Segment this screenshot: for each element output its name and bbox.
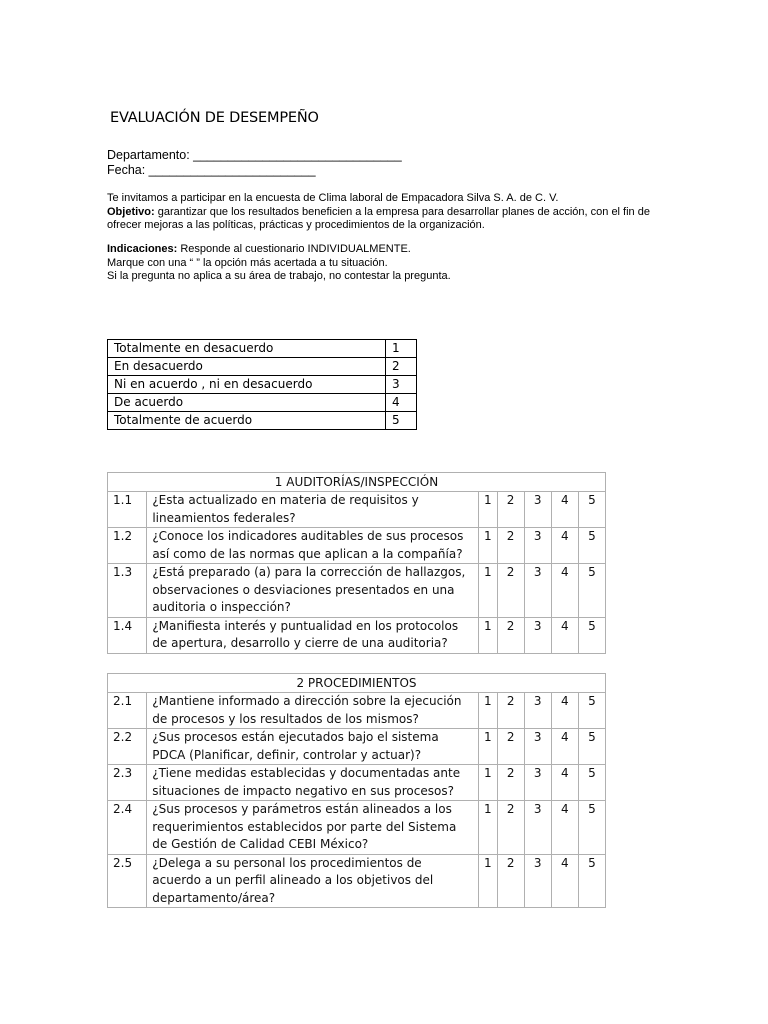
answer-option-2[interactable]: 2 [497,729,524,765]
page-title: EVALUACIÓN DE DESEMPEÑO [110,110,319,126]
answer-option-1[interactable]: 1 [479,801,498,855]
question-row [108,617,606,653]
scale-row [108,376,417,394]
answer-option-5[interactable]: 5 [578,492,605,528]
indicaciones-line [107,243,687,257]
answer-option-1[interactable]: 1 [479,564,498,618]
scale-row [108,340,417,358]
answer-option-4[interactable]: 4 [551,729,578,765]
indicaciones-label: Indicaciones: [107,243,178,255]
question-row [108,729,606,765]
answer-option-3[interactable]: 3 [524,854,551,908]
answer-option-4[interactable]: 4 [551,693,578,729]
question-text: ¿Sus procesos están ejecutados bajo el sistema PDCA (Planificar, definir, controlar y actuar)? [147,729,479,765]
answer-option-3[interactable]: 3 [524,801,551,855]
scale-row [108,358,417,376]
question-text: ¿Sus procesos y parámetros están alineados a los requerimientos establecidos por parte del Sistema de Gestión de Calidad CEBI México? [147,801,479,855]
answer-option-5[interactable]: 5 [578,617,605,653]
section-title: 2 PROCEDIMIENTOS [108,674,606,693]
answer-option-1[interactable]: 1 [479,854,498,908]
answer-option-3[interactable]: 3 [524,564,551,618]
answer-option-2[interactable]: 2 [497,693,524,729]
answer-option-1[interactable]: 1 [479,617,498,653]
question-row [108,693,606,729]
answer-option-2[interactable]: 2 [497,492,524,528]
question-number: 2.3 [108,765,147,801]
question-text: ¿Delega a su personal los procedimientos de acuerdo a un perfil alineado a los objetivos del departamento/área? [147,854,479,908]
question-row [108,801,606,855]
answer-option-5[interactable]: 5 [578,765,605,801]
instruction-line: Marque con una “ ” la opción más acertada a tu situación. [107,256,388,269]
section-table-auditorias [107,472,606,654]
answer-option-4[interactable]: 4 [551,564,578,618]
question-text: ¿Está preparado (a) para la corrección de hallazgos, observaciones o desviaciones presentados en una auditoria o inspección? [147,564,479,618]
question-row [108,765,606,801]
answer-option-3[interactable]: 3 [524,729,551,765]
scale-table [107,339,417,430]
question-number: 1.2 [108,528,147,564]
question-number: 2.2 [108,729,147,765]
answer-option-5[interactable]: 5 [578,801,605,855]
scale-value: 1 [386,340,417,358]
answer-option-3[interactable]: 3 [524,528,551,564]
indicaciones-text: Responde al cuestionario INDIVIDUALMENTE. [177,243,411,255]
scale-value: 4 [386,394,417,412]
scale-row [108,412,417,430]
instruction-line: Si la pregunta no aplica a su área de trabajo, no contestar la pregunta. [107,270,451,282]
answer-option-2[interactable]: 2 [497,854,524,908]
question-number: 1.4 [108,617,147,653]
answer-option-4[interactable]: 4 [551,854,578,908]
question-number: 2.1 [108,693,147,729]
scale-value: 2 [386,358,417,376]
scale-label: Totalmente de acuerdo [108,412,386,430]
scale-label: En desacuerdo [108,358,386,376]
question-number: 2.5 [108,854,147,908]
answer-option-2[interactable]: 2 [497,765,524,801]
answer-option-3[interactable]: 3 [524,693,551,729]
question-row [108,528,606,564]
section-header-row [108,674,606,693]
question-number: 1.3 [108,564,147,618]
answer-option-3[interactable]: 3 [524,492,551,528]
answer-option-2[interactable]: 2 [497,564,524,618]
scale-value: 3 [386,376,417,394]
answer-option-5[interactable]: 5 [578,854,605,908]
scale-value: 5 [386,412,417,430]
departamento-field[interactable]: Departamento: ______________________________ [107,148,402,162]
answer-option-1[interactable]: 1 [479,765,498,801]
question-text: ¿Conoce los indicadores auditables de sus procesos así como de las normas que aplican a la compañía? [147,528,479,564]
answer-option-1[interactable]: 1 [479,492,498,528]
answer-option-4[interactable]: 4 [551,528,578,564]
answer-option-5[interactable]: 5 [578,528,605,564]
answer-option-1[interactable]: 1 [479,693,498,729]
question-row [108,492,606,528]
question-text: ¿Mantiene informado a dirección sobre la ejecución de procesos y los resultados de los mismos? [147,693,479,729]
answer-option-5[interactable]: 5 [578,564,605,618]
scale-label: De acuerdo [108,394,386,412]
question-row [108,564,606,618]
scale-label: Totalmente en desacuerdo [108,340,386,358]
question-text: ¿Manifiesta interés y puntualidad en los protocolos de apertura, desarrollo y cierre de una auditoria? [147,617,479,653]
question-text: ¿Esta actualizado en materia de requisitos y lineamientos federales? [147,492,479,528]
answer-option-5[interactable]: 5 [578,693,605,729]
fecha-field[interactable]: Fecha: ________________________ [107,163,316,177]
answer-option-2[interactable]: 2 [497,528,524,564]
answer-option-4[interactable]: 4 [551,765,578,801]
objetivo-text: garantizar que los resultados beneficien a la empresa para desarrollar planes de acción, con el fin de ofrecer mejoras a las políticas, prácticas y procedimientos de la organización. [107,205,650,231]
answer-option-2[interactable]: 2 [497,801,524,855]
question-number: 2.4 [108,801,147,855]
answer-option-1[interactable]: 1 [479,528,498,564]
answer-option-2[interactable]: 2 [497,617,524,653]
answer-option-3[interactable]: 3 [524,617,551,653]
instructions-paragraph [107,243,687,284]
answer-option-5[interactable]: 5 [578,729,605,765]
intro-paragraph [107,192,687,233]
section-table-procedimientos [107,673,606,908]
answer-option-4[interactable]: 4 [551,492,578,528]
scale-row [108,394,417,412]
question-number: 1.1 [108,492,147,528]
answer-option-4[interactable]: 4 [551,801,578,855]
section-title: 1 AUDITORÍAS/INSPECCIÓN [108,473,606,492]
intro-line: Te invitamos a participar en la encuesta de Clima laboral de Empacadora Silva S. A. de C. V. [107,192,559,204]
scale-label: Ni en acuerdo , ni en desacuerdo [108,376,386,394]
section-header-row [108,473,606,492]
answer-option-1[interactable]: 1 [479,729,498,765]
question-row [108,854,606,908]
answer-option-4[interactable]: 4 [551,617,578,653]
objetivo-label: Objetivo: [107,205,155,218]
objetivo-paragraph [107,206,687,233]
answer-option-3[interactable]: 3 [524,765,551,801]
question-text: ¿Tiene medidas establecidas y documentadas ante situaciones de impacto negativo en sus procesos? [147,765,479,801]
